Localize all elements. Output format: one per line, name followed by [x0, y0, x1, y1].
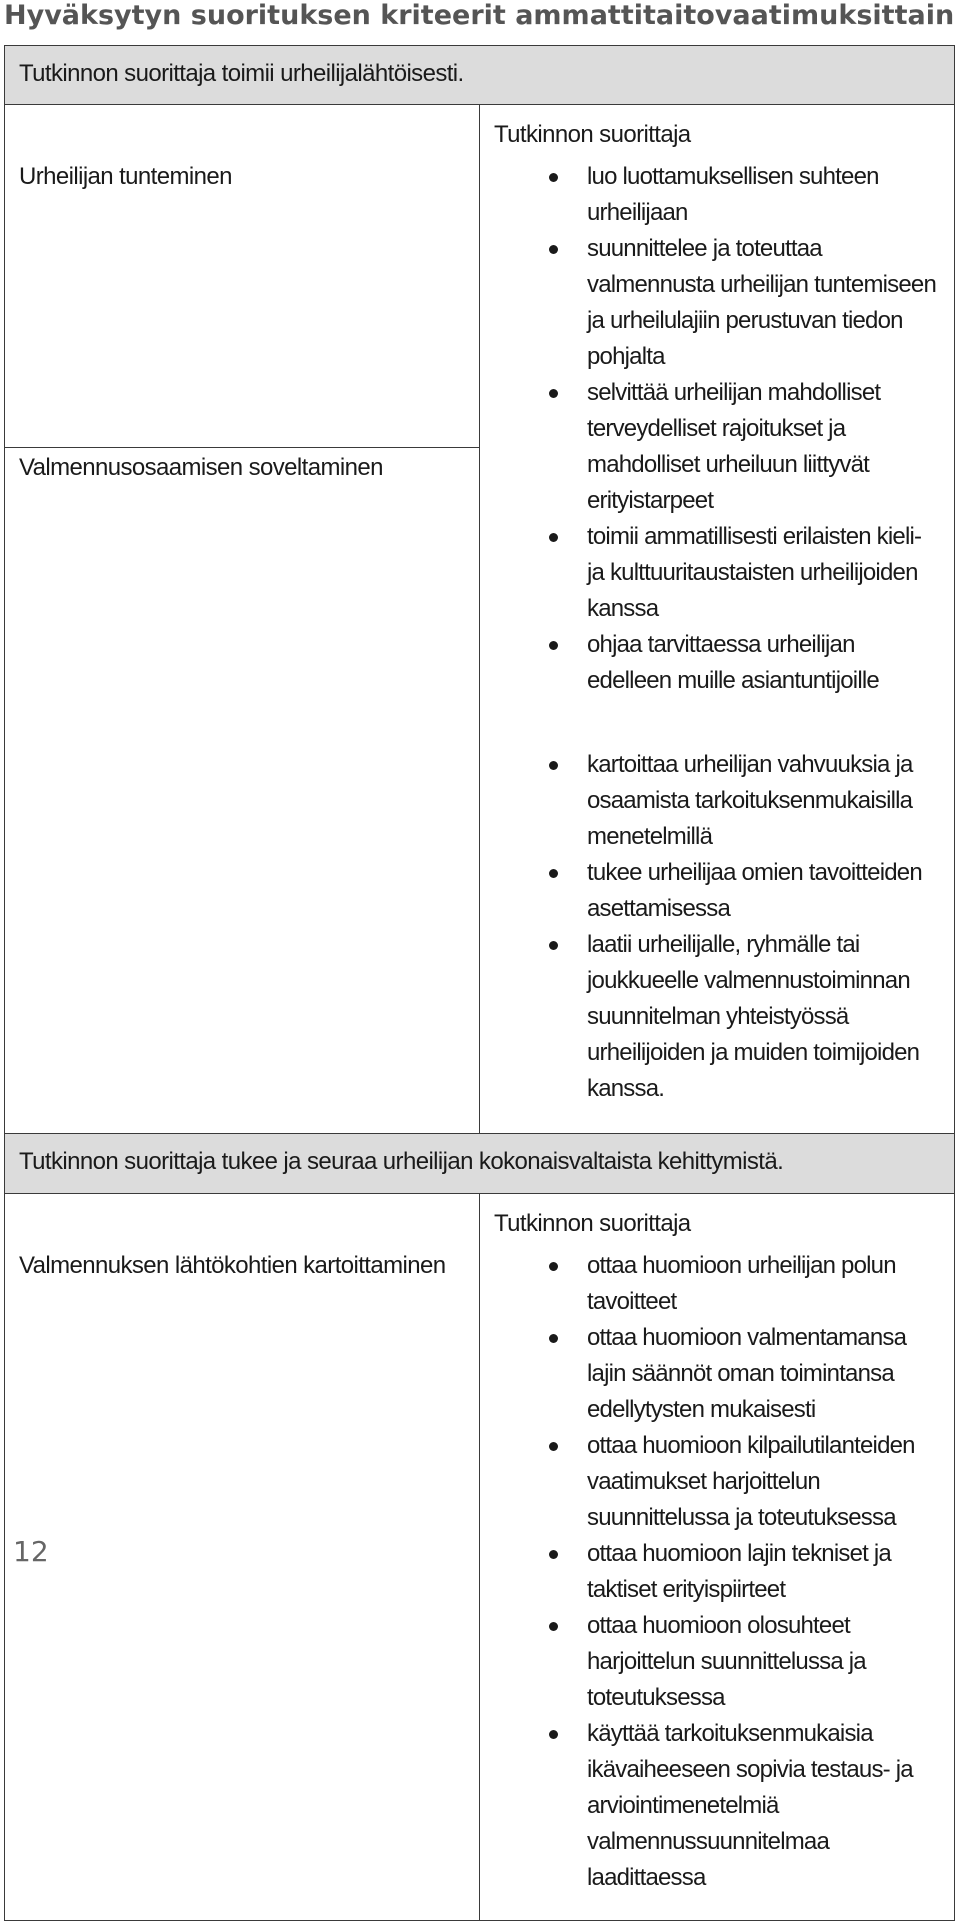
- criteria-item: ohjaa tarvittaessa urheilijan edelleen muille asiantuntijoille: [494, 627, 954, 699]
- row-label-cell: [5, 105, 480, 448]
- criteria-intro: Tutkinnon suorittaja: [494, 121, 691, 148]
- criteria-item: ottaa huomioon kilpailutilanteiden vaatimukset harjoittelun suunnittelussa ja toteutuksessa: [494, 1428, 954, 1536]
- criteria-cell: [480, 1194, 955, 1921]
- row-label: Urheilijan tunteminen: [19, 163, 232, 190]
- section-heading-row: [5, 46, 955, 105]
- page-title: Hyväksytyn suorituksen kriteerit ammattitaitovaatimuksittain: [4, 0, 955, 31]
- page-number: 12: [13, 1535, 49, 1568]
- criteria-cell: [480, 105, 955, 1134]
- criteria-item: tukee urheilijaa omien tavoitteiden asettamisessa: [494, 855, 954, 927]
- row-label: Valmennuksen lähtökohtien kartoittaminen: [19, 1252, 446, 1279]
- criteria-item: suunnittelee ja toteuttaa valmennusta urheilijan tuntemiseen ja urheilulajiin perustuvan tiedon pohjalta: [494, 231, 954, 375]
- row-label-cell: [5, 448, 480, 1134]
- criteria-item: käyttää tarkoituksenmukaisia ikävaiheeseen sopivia testaus- ja arviointimenetelmiä valmennussuunnitelmaa laadittaessa: [494, 1716, 954, 1896]
- criteria-item: ottaa huomioon valmentamansa lajin säännöt oman toimintansa edellytysten mukaisesti: [494, 1320, 954, 1428]
- criteria-item: luo luottamuksellisen suhteen urheilijaan: [494, 159, 954, 231]
- criteria-list: [494, 747, 954, 1107]
- criteria-item: selvittää urheilijan mahdolliset terveydelliset rajoitukset ja mahdolliset urheiluun liittyvät erityistarpeet: [494, 375, 954, 519]
- criteria-intro: Tutkinnon suorittaja: [494, 1210, 691, 1237]
- criteria-item: toimii ammatillisesti erilaisten kieli- ja kulttuuritaustaisten urheilijoiden kanssa: [494, 519, 954, 627]
- criteria-list: [494, 159, 954, 699]
- section-heading: Tutkinnon suorittaja toimii urheilijalähtöisesti.: [5, 46, 955, 105]
- section-heading-row: [5, 1134, 955, 1194]
- row-label-cell: [5, 1194, 480, 1921]
- criteria-table: [4, 45, 955, 1921]
- row-label: Valmennusosaamisen soveltaminen: [19, 454, 383, 481]
- criteria-list: [494, 1248, 954, 1896]
- section-heading: Tutkinnon suorittaja tukee ja seuraa urheilijan kokonaisvaltaista kehittymistä.: [5, 1134, 955, 1194]
- criteria-item: ottaa huomioon olosuhteet harjoittelun suunnittelussa ja toteutuksessa: [494, 1608, 954, 1716]
- criteria-row: [5, 1194, 955, 1921]
- criteria-item: kartoittaa urheilijan vahvuuksia ja osaamista tarkoituksenmukaisilla menetelmillä: [494, 747, 954, 855]
- criteria-row: [5, 105, 955, 448]
- criteria-item: laatii urheilijalle, ryhmälle tai joukkueelle valmennustoiminnan suunnitelman yhteistyössä urheilijoiden ja muiden toimijoiden kanssa.: [494, 927, 954, 1107]
- criteria-item: ottaa huomioon lajin tekniset ja taktiset erityispiirteet: [494, 1536, 954, 1608]
- criteria-item: ottaa huomioon urheilijan polun tavoitteet: [494, 1248, 954, 1320]
